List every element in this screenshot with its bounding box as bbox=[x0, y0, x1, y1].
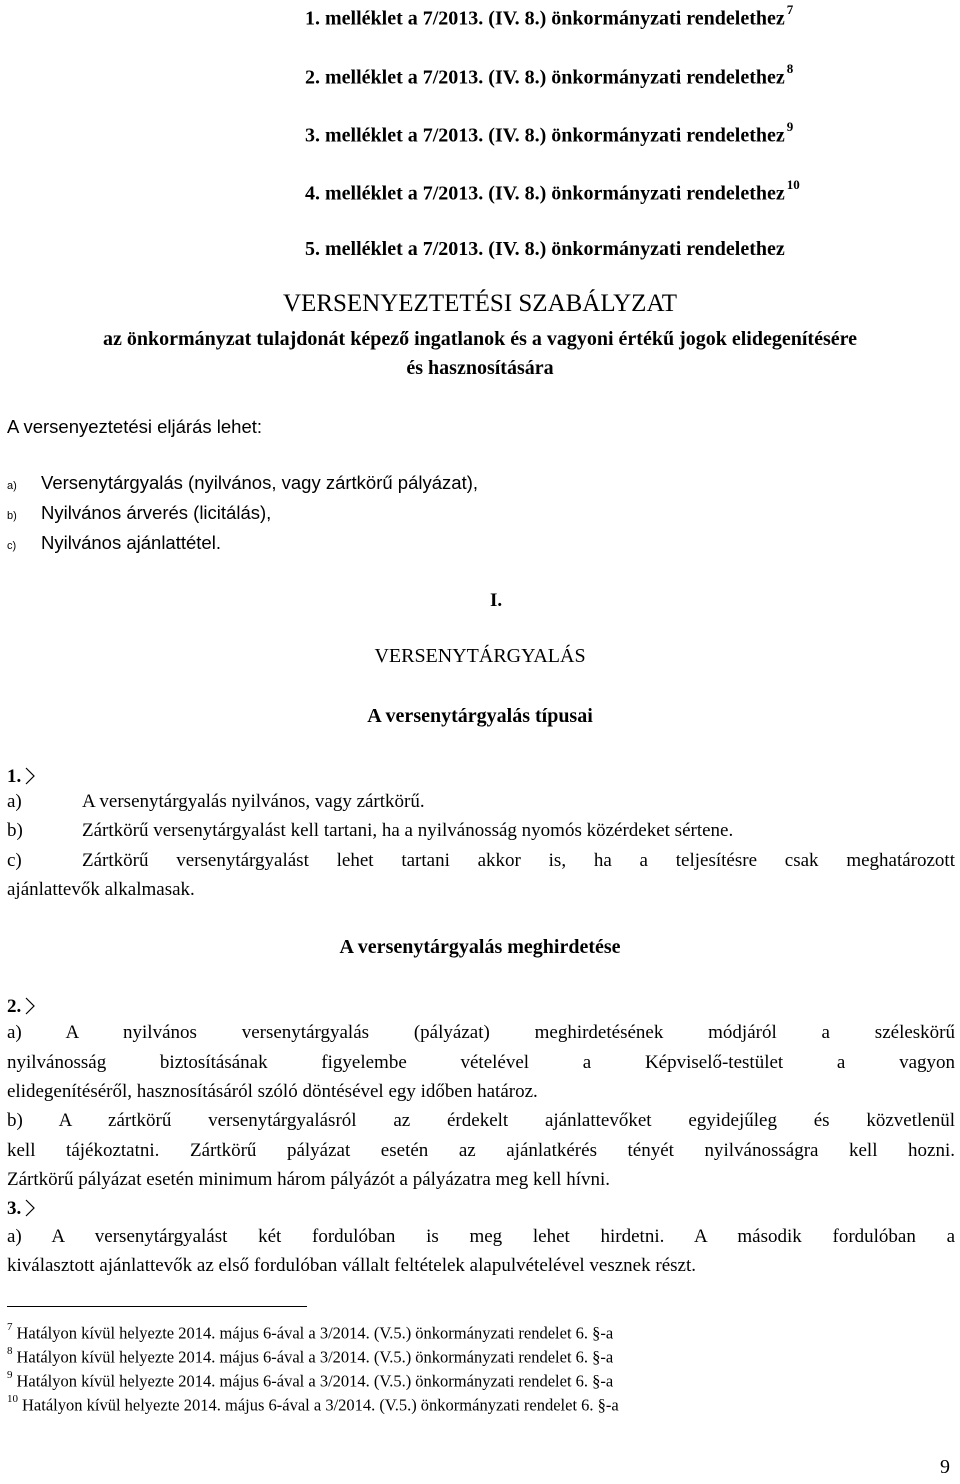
document-subtitle-line-2: és hasznosítására bbox=[406, 357, 554, 379]
footnote-divider bbox=[7, 1306, 307, 1307]
footnote-7: $^7$ Hatályon kívül helyezte 2014. május 6-ával a 3/2014. (V.5.) önkormányzati rendelet 6. §-a bbox=[7, 1321, 614, 1343]
paragraph-3-a-line-1: a) A versenytárgyalást két fordulóban is meg lehet hirdetni. A második fordulóban a bbox=[7, 1226, 955, 1247]
procedure-item-c: c) Nyilvános ajánlattétel. bbox=[7, 532, 221, 553]
paragraph-2-a-line-2: nyilvánosság biztosításának figyelembe vételével a Képviselő-testület a vagyon bbox=[7, 1052, 955, 1073]
section-number: I. bbox=[490, 590, 503, 611]
heading-types: A versenytárgyalás típusai bbox=[367, 705, 593, 727]
paragraph-number-3: 3. bbox=[7, 1198, 36, 1220]
list-letter: a) bbox=[7, 480, 17, 492]
paragraph-2-b-line-1: b) A zártkörű versenytárgyalásról az érdekelt ajánlattevőket egyidejűleg és közvetlenül bbox=[7, 1110, 955, 1131]
page-number: 9 bbox=[940, 1456, 950, 1478]
list-letter: c) bbox=[7, 540, 17, 552]
paragraph-number-2: 2. bbox=[7, 996, 36, 1018]
footnote-ref-10[interactable]: 10 bbox=[786, 177, 800, 192]
annex-heading-4: 4. melléklet a 7/2013. (IV. 8.) önkormányzati rendelethez $^{10}$ bbox=[305, 177, 800, 205]
paragraph-number-1: 1. bbox=[7, 766, 36, 788]
paragraph-1-a: a) A versenytárgyalás nyilvános, vagy zártkörű. bbox=[7, 791, 425, 812]
procedure-item-a: a) Versenytárgyalás (nyilvános, vagy zártkörű pályázat), bbox=[7, 472, 479, 493]
footnote-9: $^9$ Hatályon kívül helyezte 2014. május 6-ával a 3/2014. (V.5.) önkormányzati rendelet 6. §-a bbox=[7, 1369, 614, 1391]
paragraph-2-b-line-2: kell tájékoztatni. Zártkörű pályázat esetén az ajánlatkérés tényét nyilvánosságra kell hozni. bbox=[7, 1140, 955, 1161]
list-letter: b) bbox=[7, 510, 17, 522]
intro-text: A versenyeztetési eljárás lehet: bbox=[7, 416, 263, 437]
paragraph-2-a-line-1: a) A nyilvános versenytárgyalás (pályázat) meghirdetésének módjáról a széleskörű bbox=[7, 1022, 955, 1043]
heading-announce: A versenytárgyalás meghirdetése bbox=[339, 936, 621, 958]
anchor-icon[interactable] bbox=[24, 1199, 36, 1217]
footnote-10: $^{10}$ Hatályon kívül helyezte 2014. május 6-ával a 3/2014. (V.5.) önkormányzati rendelet 6. §-a bbox=[7, 1393, 619, 1415]
annex-heading-1: 1. melléklet a 7/2013. (IV. 8.) önkormányzati rendelethez $^7$ bbox=[305, 2, 794, 30]
document-title: VERSENYEZTETÉSI SZABÁLYZAT bbox=[283, 290, 677, 317]
document-subtitle-line-1: az önkormányzat tulajdonát képező ingatlanok és a vagyoni értékű jogok elidegenítésére bbox=[102, 328, 858, 350]
anchor-icon[interactable] bbox=[24, 997, 36, 1015]
annex-heading-5: 5. melléklet a 7/2013. (IV. 8.) önkormányzati rendelethez bbox=[305, 238, 785, 260]
procedure-item-b: b) Nyilvános árverés (licitálás), bbox=[7, 502, 272, 523]
annex-heading-2: 2. melléklet a 7/2013. (IV. 8.) önkormányzati rendelethez $^8$ bbox=[305, 61, 794, 89]
paragraph-1-c-line-1: c) Zártkörű versenytárgyalást lehet tartani akkor is, ha a teljesítésre csak meghatározott bbox=[7, 850, 955, 871]
footnote-ref-9[interactable]: 9 bbox=[786, 119, 794, 134]
footnote-8: $^8$ Hatályon kívül helyezte 2014. május 6-ával a 3/2014. (V.5.) önkormányzati rendelet 6. §-a bbox=[7, 1345, 614, 1367]
paragraph-1-c-line-2: ajánlattevők alkalmasak. bbox=[7, 879, 195, 900]
section-title: VERSENYTÁRGYALÁS bbox=[374, 645, 586, 667]
footnote-ref-8[interactable]: 8 bbox=[786, 61, 794, 76]
paragraph-3-a-line-2: kiválasztott ajánlattevők az első fordulóban vállalt feltételek alapulvételével vesznek részt. bbox=[7, 1255, 696, 1276]
footnote-ref-7[interactable]: 7 bbox=[786, 2, 794, 17]
annex-heading-3: 3. melléklet a 7/2013. (IV. 8.) önkormányzati rendelethez $^9$ bbox=[305, 119, 794, 147]
paragraph-2-a-line-3: elidegenítéséről, hasznosításáról szóló döntésével egy időben határoz. bbox=[7, 1081, 538, 1102]
anchor-icon[interactable] bbox=[24, 767, 36, 785]
paragraph-2-b-line-3: Zártkörű pályázat esetén minimum három pályázót a pályázatra meg kell hívni. bbox=[7, 1169, 611, 1190]
paragraph-1-b: b) Zártkörű versenytárgyalást kell tartani, ha a nyilvánosság nyomós közérdeket sértene. bbox=[7, 820, 734, 841]
